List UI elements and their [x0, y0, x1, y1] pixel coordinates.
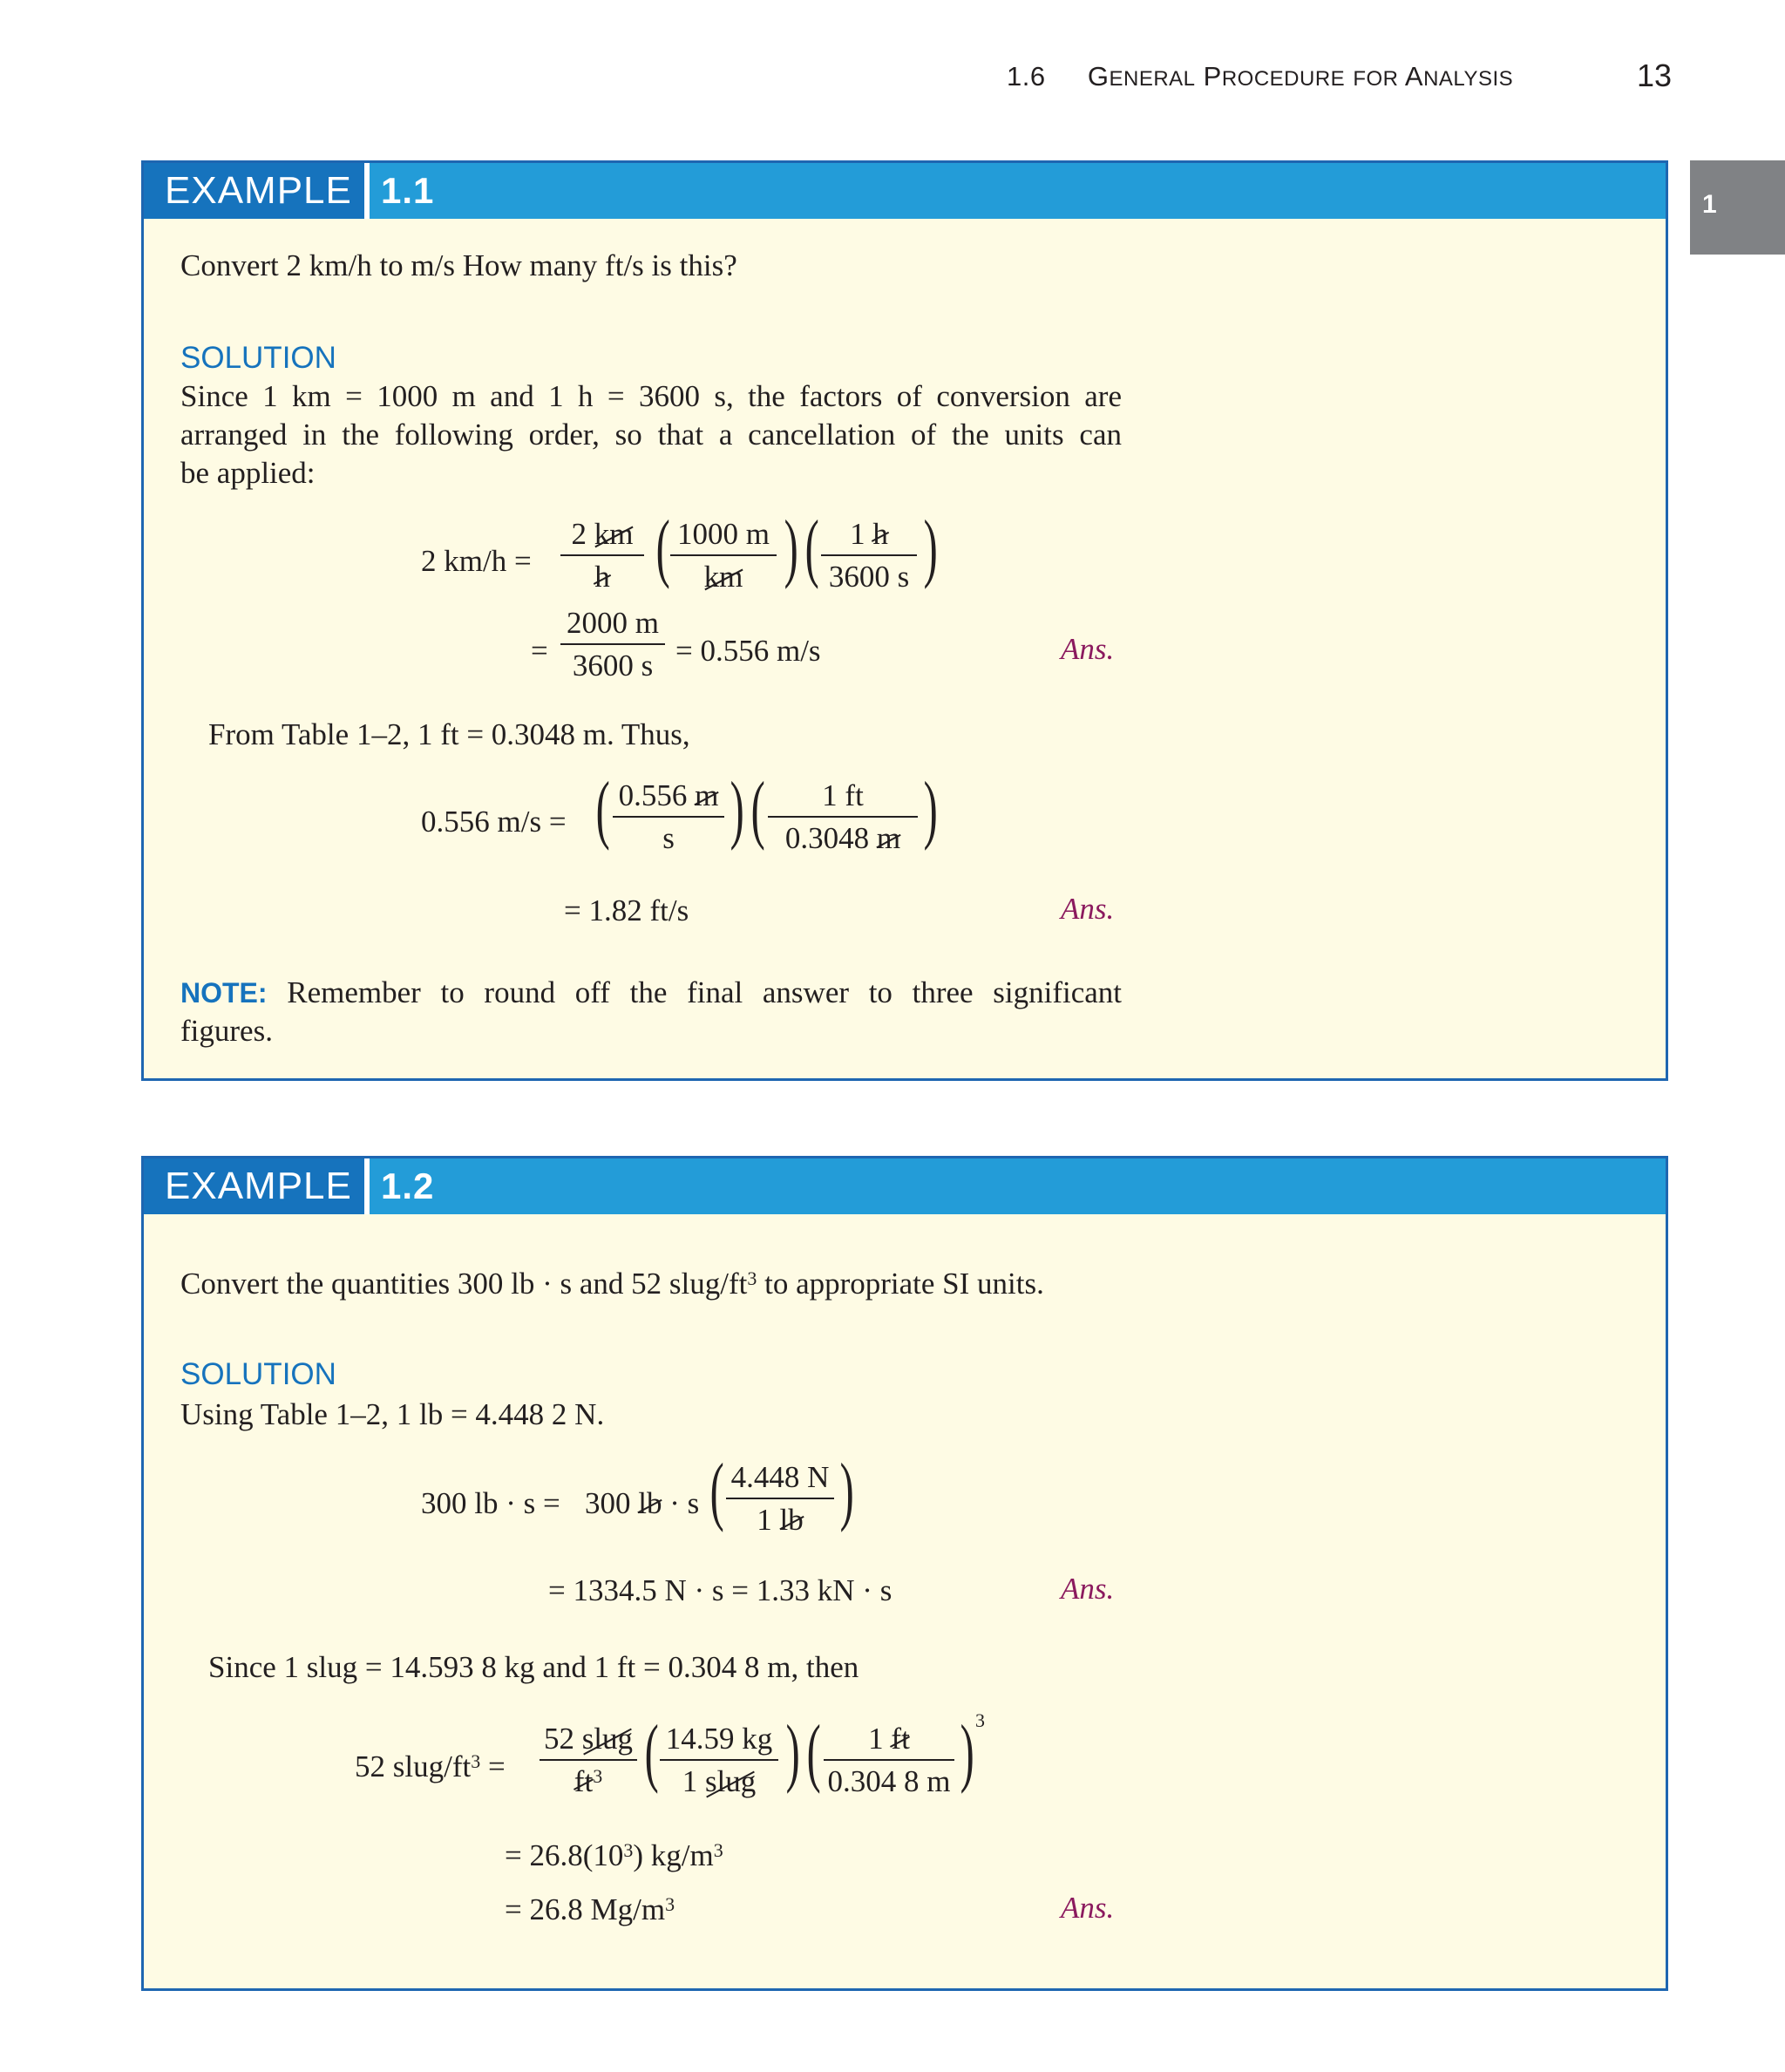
table-reference-line: From Table 1–2, 1 ft = 0.3048 m. Thus, — [208, 717, 690, 751]
eq2-result-1 — [505, 1837, 723, 1875]
denominator: 3600 s — [828, 560, 910, 594]
note-label: NOTE: — [180, 977, 268, 1009]
cancelled-unit: ft — [891, 1722, 910, 1756]
example-label: EXAMPLE — [144, 1158, 364, 1214]
cancelled-unit: slug — [704, 1764, 757, 1798]
title-rest: NALYSIS — [1423, 67, 1514, 91]
left-paren: ( — [655, 506, 670, 590]
left-paren: ( — [806, 1710, 821, 1795]
eq1-equals: = — [531, 634, 548, 668]
header-separator — [364, 163, 370, 219]
answer-label: Ans. — [1061, 1891, 1115, 1925]
left-paren: ( — [750, 767, 765, 852]
exponent: 3 — [665, 1893, 675, 1915]
example-label: EXAMPLE — [144, 163, 364, 219]
numerator: 1000 m — [677, 517, 770, 551]
left-paren: ( — [804, 506, 819, 590]
value: 2 — [571, 517, 587, 551]
eq1-fraction-2 — [670, 517, 777, 594]
value: 1 — [682, 1764, 698, 1798]
right-paren: ) — [730, 767, 744, 852]
eq2-fraction-2 — [768, 778, 918, 856]
value: 0.3048 — [784, 821, 870, 855]
right-paren: ) — [923, 767, 938, 852]
cancelled-unit: h — [594, 560, 610, 594]
value: 52 — [543, 1722, 574, 1756]
note-text: figures. — [180, 1014, 273, 1048]
answer-label: Ans. — [1061, 632, 1115, 666]
right-paren: ) — [960, 1710, 974, 1795]
eq1-lhs: 2 km/h = — [421, 544, 532, 578]
denominator: s — [662, 821, 675, 855]
cancelled-unit: h — [872, 517, 888, 551]
cancelled-unit: ft — [574, 1764, 594, 1798]
example-1-1-header — [144, 163, 1666, 219]
solution-line: Since 1 km = 1000 m and 1 h = 3600 s, the factors of conversion are — [180, 379, 1122, 413]
unit-suffix: · s — [662, 1486, 700, 1520]
cancelled-unit: m — [876, 821, 901, 855]
title-rest: ENERAL — [1109, 67, 1196, 91]
solution-label: SOLUTION — [180, 341, 336, 375]
example-number: 1.1 — [381, 170, 435, 211]
example-1-2-header — [144, 1158, 1666, 1214]
cancelled-unit: lb — [779, 1503, 804, 1537]
numerator: 14.59 kg — [665, 1722, 773, 1756]
cancelled-unit: m — [695, 778, 719, 812]
eq2-result-2 — [505, 1891, 675, 1929]
eq2-fraction-1 — [613, 778, 724, 856]
numerator: 1 ft — [822, 778, 864, 812]
outer-exponent: 3 — [975, 1709, 985, 1731]
result-text: = 26.8(10 — [505, 1838, 624, 1872]
result-text: ) kg/m — [633, 1838, 714, 1872]
problem-text: Convert the quantities 300 lb · s and 52 slug/ft — [180, 1267, 748, 1301]
numerator: 4.448 N — [730, 1460, 830, 1494]
value: 300 — [585, 1486, 631, 1520]
solution-line: Using Table 1–2, 1 lb = 4.448 2 N. — [180, 1397, 605, 1431]
lhs-equals: = — [480, 1749, 506, 1783]
denominator: 3600 s — [572, 649, 654, 683]
eq1-result-fraction — [560, 606, 665, 683]
problem-statement: Convert 2 km/h to m/s How many ft/s is this? — [180, 248, 737, 282]
running-head-section — [1007, 61, 1513, 92]
eq1-result: = 0.556 m/s — [675, 634, 821, 668]
eq2-lhs: 0.556 m/s = — [421, 805, 567, 839]
example-1-1-box — [141, 160, 1668, 1081]
page-number: 13 — [1637, 58, 1673, 93]
title-rest: FOR — [1353, 67, 1399, 91]
eq1-fraction — [726, 1460, 834, 1538]
denominator: 0.304 8 m — [827, 1764, 951, 1798]
value: 1 — [868, 1722, 884, 1756]
exponent: 3 — [623, 1839, 634, 1861]
eq1-result: = 1334.5 N · s = 1.33 kN · s — [548, 1573, 892, 1607]
right-paren: ) — [784, 506, 798, 590]
value: 0.556 — [618, 778, 688, 812]
result-text: = 26.8 Mg/m — [505, 1892, 666, 1926]
eq2-fraction-2 — [660, 1722, 778, 1799]
answer-label: Ans. — [1061, 1572, 1115, 1606]
example-number: 1.2 — [381, 1165, 435, 1206]
cancelled-unit: slug — [581, 1722, 634, 1756]
left-paren: ( — [595, 767, 610, 852]
right-paren: ) — [785, 1710, 800, 1795]
chapter-tab — [1690, 160, 1785, 255]
value: 1 — [850, 517, 865, 551]
eq1-fraction-3 — [821, 517, 917, 594]
section-title — [1088, 61, 1513, 92]
solution-line: arranged in the following order, so that a cancellation of the units can — [180, 418, 1122, 452]
eq1-middle — [585, 1484, 699, 1523]
title-initial: G — [1087, 61, 1110, 92]
numerator: 2000 m — [567, 606, 659, 640]
slug-conversion-line: Since 1 slug = 14.593 8 kg and 1 ft = 0.304 8 m, then — [208, 1650, 859, 1684]
title-initial: A — [1404, 61, 1424, 92]
value: 1 — [757, 1503, 772, 1537]
exponent: 3 — [713, 1839, 723, 1861]
cancelled-unit: km — [594, 517, 634, 551]
eq1-lhs: 300 lb · s = — [421, 1486, 560, 1520]
example-1-2-box — [141, 1156, 1668, 1991]
note-text: Remember to round off the final answer to three significant — [287, 975, 1123, 1009]
section-number: 1.6 — [1007, 61, 1046, 92]
eq1-fraction-1 — [560, 517, 644, 594]
cancelled-unit: km — [703, 560, 743, 594]
eq2-result: = 1.82 ft/s — [564, 893, 689, 927]
solution-line: be applied: — [180, 456, 316, 490]
header-separator — [364, 1158, 370, 1214]
lhs-text: 52 slug/ft — [355, 1749, 472, 1783]
solution-label: SOLUTION — [180, 1357, 336, 1391]
title-rest: ROCEDURE — [1221, 67, 1346, 91]
chapter-tab-number: 1 — [1702, 190, 1717, 219]
answer-label: Ans. — [1061, 892, 1115, 926]
note-paragraph — [180, 974, 1122, 1050]
solution-paragraph — [180, 377, 1122, 493]
left-paren: ( — [709, 1449, 724, 1533]
right-paren: ) — [839, 1449, 854, 1533]
left-paren: ( — [644, 1710, 659, 1795]
exponent: 3 — [747, 1267, 757, 1289]
cancelled-unit: lb — [638, 1484, 662, 1523]
eq2-fraction-3 — [824, 1722, 954, 1799]
title-initial: P — [1203, 61, 1222, 92]
problem-statement — [180, 1265, 1044, 1303]
eq2-lhs — [355, 1748, 506, 1786]
right-paren: ) — [923, 506, 938, 590]
exponent: 3 — [593, 1765, 603, 1787]
exponent: 3 — [471, 1750, 481, 1772]
problem-text: to appropriate SI units. — [757, 1267, 1044, 1301]
eq2-fraction-1 — [540, 1722, 637, 1799]
